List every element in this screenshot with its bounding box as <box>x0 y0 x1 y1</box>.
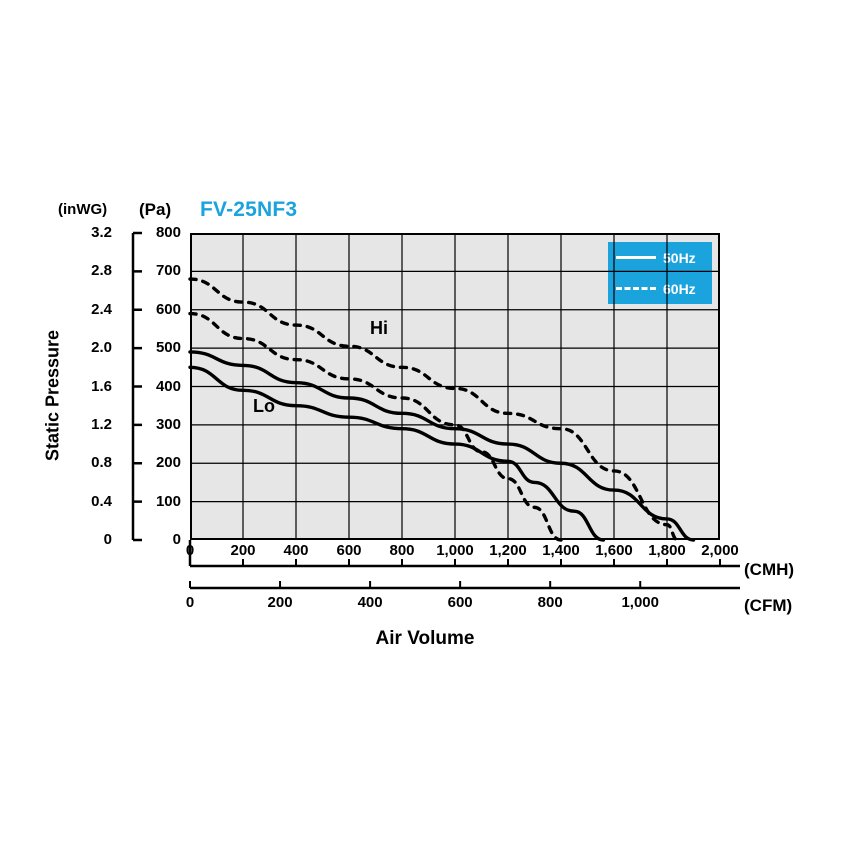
tick-pa-8: 0 <box>172 531 181 548</box>
tick-cfm-5: 1,000 <box>621 594 659 611</box>
x-axis-primary-unit: (CMH) <box>744 560 795 579</box>
tick-cfm-3: 600 <box>447 594 473 611</box>
tick-cmh-6: 1,200 <box>489 542 527 559</box>
tick-pa-6: 200 <box>155 454 181 472</box>
tick-inwg-7: 0.4 <box>91 492 112 510</box>
tick-cfm-4: 800 <box>537 594 563 611</box>
legend-item-50hz <box>608 242 712 273</box>
x-axis-secondary-unit: (CFM) <box>744 596 793 615</box>
tick-cmh-1: 200 <box>230 542 256 559</box>
tick-inwg-3: 2.0 <box>91 339 112 357</box>
curve-label-lo: Lo <box>253 396 275 416</box>
y-axis-secondary-unit: (inWG) <box>58 201 108 218</box>
tick-cmh-2: 400 <box>283 542 309 559</box>
tick-cfm-1: 200 <box>267 594 293 611</box>
tick-cfm-2: 400 <box>357 594 383 611</box>
tick-cmh-7: 1,400 <box>542 542 580 559</box>
tick-cmh-0: 0 <box>185 542 195 559</box>
legend-label-50hz: 50Hz <box>663 249 696 266</box>
tick-cfm-0: 0 <box>185 594 195 611</box>
y-axis-title: Static Pressure <box>42 329 63 462</box>
x-axis-title: Air Volume <box>375 628 475 649</box>
legend-item-60hz <box>608 273 712 304</box>
tick-pa-4: 400 <box>155 377 181 395</box>
tick-pa-7: 100 <box>155 492 181 510</box>
y-axis-primary-unit: (Pa) <box>139 200 172 219</box>
tick-pa-3: 500 <box>155 339 181 357</box>
tick-pa-5: 300 <box>155 415 181 433</box>
legend <box>608 242 712 304</box>
tick-cmh-8: 1,600 <box>595 542 633 559</box>
tick-cmh-3: 600 <box>336 542 362 559</box>
tick-inwg-2: 2.4 <box>91 300 112 318</box>
legend-swatch-solid <box>616 256 656 259</box>
tick-pa-0: 800 <box>155 224 181 241</box>
tick-pa-2: 600 <box>155 300 181 318</box>
tick-pa-1: 700 <box>155 262 181 280</box>
curve-label-hi: Hi <box>370 318 388 338</box>
tick-inwg-0: 3.2 <box>91 224 112 241</box>
page-title: FV-25NF3 <box>200 198 298 221</box>
legend-label-60hz: 60Hz <box>663 280 696 297</box>
tick-cmh-4: 800 <box>389 542 415 559</box>
tick-inwg-1: 2.8 <box>91 262 112 280</box>
tick-inwg-4: 1.6 <box>91 377 112 395</box>
tick-cmh-9: 1,800 <box>648 542 686 559</box>
legend-swatch-dashed <box>616 287 656 290</box>
tick-cmh-5: 1,000 <box>436 542 474 559</box>
tick-cmh-10: 2,000 <box>701 542 739 559</box>
tick-inwg-5: 1.2 <box>91 415 112 433</box>
tick-inwg-8: 0 <box>103 531 112 548</box>
tick-inwg-6: 0.8 <box>91 454 112 472</box>
